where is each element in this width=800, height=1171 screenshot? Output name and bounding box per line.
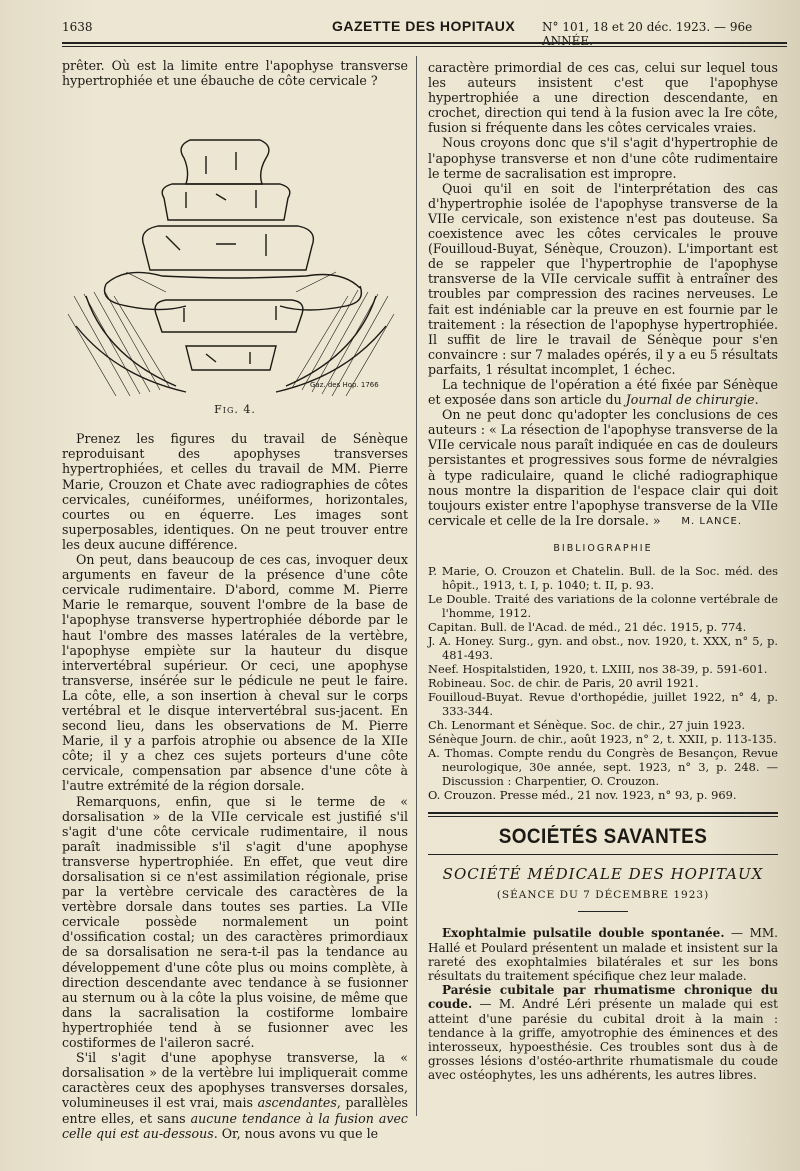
author-signature: M. LANCE. (681, 515, 742, 527)
section-rule-thin (428, 854, 778, 855)
left-column (62, 58, 408, 1141)
reference: P. Marie, O. Crouzon et Chatelin. Bull. de la Soc. méd. des hôpit., 1913, t. I, p. 1040; t. II, p. 93. (428, 564, 778, 593)
emphasis: aucune tendance à la fusion avec celle qui est au-dessous (62, 1110, 408, 1141)
reference: O. Crouzon. Presse méd., 21 nov. 1923, n° 93, p. 969. (428, 788, 737, 803)
short-rule (578, 911, 628, 912)
text-run: La technique de l'opération a été fixée par Sénèque et exposée dans son article du (428, 376, 778, 408)
text-run: . (754, 392, 759, 408)
paragraph: Nous croyons donc que s'il s'agit d'hypertrophie de l'apophyse transverse et non d'une côte rudimentaire le terme de sacralisation est impropre. (428, 135, 778, 181)
paragraph: Prenez les figures du travail de Sénèque reproduisant des apophyses transverses hypertrophiées, et celles du travail de MM. Pierre Marie, Crouzon et Chate avec radiographies de côtes cervicales, cunéiformes, unéiformes, horizontales, courtes ou en équerre. Les images sont superposables, identiques. On ne peut trouver entre les deux aucune différence. (62, 431, 408, 552)
report-item (428, 926, 778, 983)
page-header (62, 14, 782, 48)
reference: Le Double. Traité des variations de la colonne vertébrale de l'homme, 1912. (428, 592, 778, 621)
session-date: (SÉANCE DU 7 DÉCEMBRE 1923) (496, 889, 710, 902)
item-title: Parésie cubitale par rhumatisme chronique du coude. (428, 983, 778, 1012)
reference: Sénèque Journ. de chir., août 1923, n° 2, t. XXII, p. 113-135. (428, 732, 777, 747)
paragraph (428, 377, 778, 407)
figure-credit: Gaz. des Hop. 1766 (310, 381, 379, 390)
item-text: — M. André Léri présente un malade qui est atteint d'une parésie du cubital droit à la main : tendance à la griffe, amyotrophie des éminences et des interosseux, hypoesthésie. Ces troubles sont dus à de grosses lésions d'ostéo-arthrite rhumatismale du coude avec ostéophytes, les uns adhérents, les autres libres. (428, 997, 778, 1083)
reference: Neef. Hospitalstiden, 1920, t. LXIII, nos 38-39, p. 591-601. (428, 662, 768, 677)
paragraph: Remarquons, enfin, que si le terme de « dorsalisation » de la VIIe cervicale est justifié s'il s'agit d'une côte cervicale rudimentaire, il nous paraît inadmissible s'il s'agit d'une apophyse transverse hypertrophiée. En effet, que veut dire dorsalisation si ce n'est assimilation régionale, prise par la vertèbre cervicale des caractères de la vertèbre dorsale dans toutes ses parties. La VIIe cervicale possède normalement un point d'ossification costal; un des caractères primordiaux de sa dorsalisation ne sera-t-il pas la tendance au développement d'une côte plus ou moins complète, à direction descendante avec tendance à se fusionner au sternum ou à la côte la plus voisine, de même que dans la sacralisation la costiforme lombaire hypertrophiée tend à se fusionner avec les costiformes de l'aileron sacré. (62, 793, 408, 1051)
reference: Robineau. Soc. de chir. de Paris, 20 avril 1921. (428, 676, 699, 691)
text-run: S'il s'agit d'une apophyse transverse, la « dorsalisation » de la vertèbre lui impliquerait comme caractères ceux des apophyses transverses dorsales, volumineuses il est vrai, mais (62, 1050, 408, 1111)
emphasis: ascendantes (257, 1095, 337, 1111)
reference: Capitan. Bull. de l'Acad. de méd., 21 déc. 1915, p. 774. (428, 620, 747, 635)
figure-vertebrae-illustration (66, 96, 396, 396)
reference: A. Thomas. Compte rendu du Congrès de Besançon, Revue neurologique, 30e année, sept. 1923, n° 3, p. 248. — Discussion : Charpentier, O. Crouzon. (428, 746, 778, 789)
report-item (428, 983, 778, 1082)
bibliography-title: BIBLIOGRAPHIE (553, 543, 653, 554)
text-run: . Or, nous avons vu que le (213, 1125, 379, 1141)
paragraph: On ne peut donc qu'adopter les conclusions de ces auteurs : « La résection de l'apophyse transverse de la VIIe cervicale nous paraît indiquée en cas de douleurs persistantes et progressives sous forme de névralgies à type radiculaire, quand le cliché radiographique nous montre la disparition de l'espace clair qui doit toujours exister entre l'apophyse transverse de la VIIe cervicale et celle de la Ire dorsale. » (428, 407, 778, 528)
paragraph: Quoi qu'il en soit de l'interprétation des cas d'hypertrophie isolée de l'apophyse transverse de la VIIe cervicale, son existence n'est pas douteuse. Sa coexistence avec les côtes cervicales le prouve (Fouilloud-Buyat, Sénèque, Crouzon). L'important est de se rappeler que l'hypertrophie de l'apophyse transverse de la VIIe cervicale suffit à entraîner des troubles par compression des racines nerveuses. Le fait est indéniable car la preuve en est fournie par le traitement : la résection de l'apophyse hypertrophiée. Il suffit de lire le travail de Sénèque pour s'en convaincre : sur 7 malades opérés, il y a eu 5 résultats parfaits, 1 résultat incomplet, 1 échec. (428, 180, 778, 377)
reference: Fouilloud-Buyat. Revue d'orthopédie, juillet 1922, n° 4, p. 333-344. (428, 690, 778, 719)
vertebrae-drawing (66, 96, 396, 396)
journal-title: GAZETTE DES HOPITAUX (332, 18, 516, 34)
right-column (428, 60, 778, 1083)
item-text: — MM. Hallé et Poulard présentent un malade et insistent sur la rareté des exophtalmies bilatérales et sur les bons résultats du traitement spécifique chez leur malade. (428, 926, 778, 983)
bibliography-list (428, 564, 778, 802)
header-rule (62, 42, 787, 47)
item-title: Exophtalmie pulsatile double spontanée. (442, 926, 725, 941)
paragraph: caractère primordial de ces cas, celui sur lequel tous les auteurs insistent c'est que l'apophyse hypertrophiée a une direction descendante, en crochet, direction qui tend à la fusion avec la Ire côte, fusion si fréquente dans les côtes cervicales vraies. (428, 60, 778, 136)
reference: Ch. Lenormant et Sénèque. Soc. de chir., 27 juin 1923. (428, 718, 746, 733)
reference: J. A. Honey. Surg., gyn. and obst., nov. 1920, t. XXX, n° 5, p. 481-493. (428, 634, 778, 663)
issue-info: N° 101, 18 et 20 déc. 1923. — 96e ANNÉE. (542, 20, 753, 48)
figure-caption: Fig. 4. (214, 403, 256, 417)
text-run: , parallèles entre elles, et sans (62, 1095, 408, 1126)
paragraph: On peut, dans beaucoup de ces cas, invoquer deux arguments en faveur de la présence d'une côte cervicale rudimentaire. D'abord, comme M. Pierre Marie le remarque, souvent l'ombre de la base de l'apophyse transverse hypertrophiée déborde par le haut l'ombre des masses latérales de la vertèbre, l'apophyse empiète sur la hauteur du disque intervertébral supérieur. Or ceci, une apophyse transverse, insérée sur le pédicule ne peut le faire. La côte, elle, a son insertion à cheval sur le corps vertébral et le disque intervertébral sus-jacent. En second lieu, dans les observations de M. Pierre Marie, il y a parfois atrophie ou absence de la XIIe côte; il y a chez ces sujets porteurs d'une côte cervicale, compensation par absence d'une côte à l'autre extrémité de la région dorsale. (62, 552, 408, 794)
section-title: SOCIÉTÉS SAVANTES (498, 825, 708, 849)
page-number: 1638 (62, 20, 93, 34)
column-divider (416, 56, 417, 1116)
society-title: SOCIÉTÉ MÉDICALE DES HOPITAUX (442, 865, 764, 884)
paragraph (62, 1050, 408, 1141)
section-rule (428, 812, 778, 817)
paragraph: prêter. Où est la limite entre l'apophyse transverse hypertrophiée et une ébauche de côte cervicale ? (62, 58, 408, 89)
emphasis: Journal de chirurgie (625, 392, 755, 408)
